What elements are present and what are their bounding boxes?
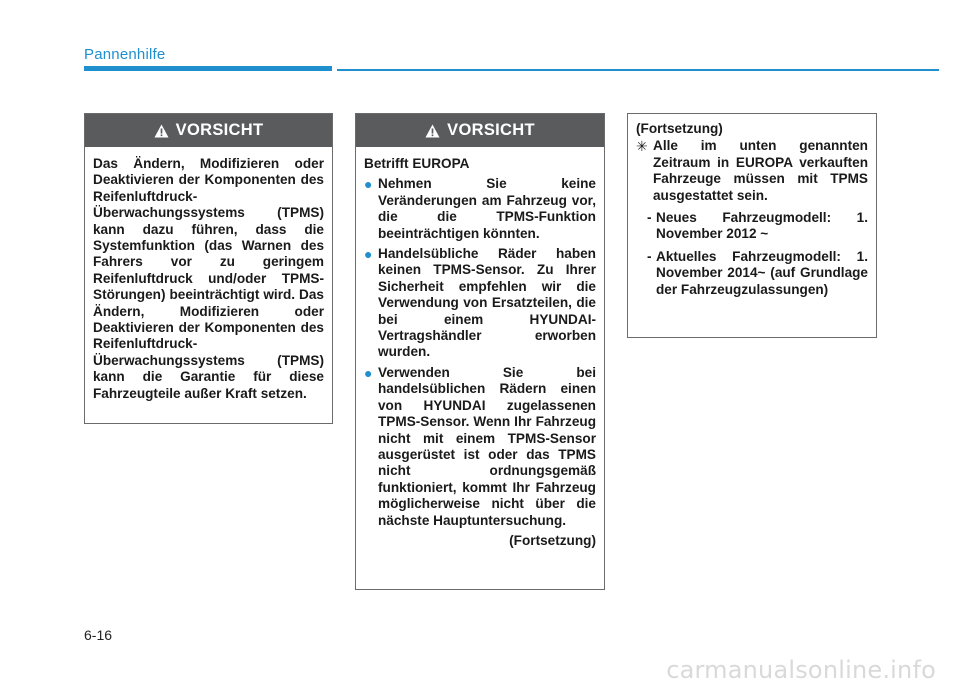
bullet-icon: ●: [364, 364, 373, 381]
continued-note: (Fortsetzung): [509, 532, 596, 548]
continuation-box: [627, 113, 877, 338]
caution-text: Das Ändern, Modifizieren oder Deaktivieren der Komponenten des Reifenluftdruck-Überwachungssystems (TPMS) kann dazu führen, dass die Systemfunktion (das Warnen des Fahrers vor zu geringem Reifenluftdruck und/oder TPMS-Störungen) beeinträchtigt wird. Das Ändern, Modifizieren oder Deaktivieren der Komponenten des Reifenluftdruck-Überwachungssystems (TPMS) kann die Garantie für diese Fahrzeugteile außer Kraft setzen.: [93, 156, 324, 401]
page-number: 6-16: [84, 627, 113, 643]
caution-header: [356, 114, 604, 147]
warning-icon: [425, 124, 440, 138]
continued-heading: (Fortsetzung): [636, 121, 723, 136]
section-title: Pannenhilfe: [84, 46, 166, 63]
note-item: ✳ Alle im unten genannten Zeitraum in EUROPA verkauften Fahrzeuge müssen mit TPMS ausgestattet sein.: [636, 138, 868, 203]
asterisk-icon: ✳: [636, 138, 648, 155]
caution-box-1: [84, 113, 333, 424]
caution-heading: VORSICHT: [175, 121, 264, 139]
list-item: - Neues Fahrzeugmodell: 1. November 2012 ~: [647, 210, 868, 242]
list-item: ● Verwenden Sie bei handelsüblichen Rädern einen von HYUNDAI zugelassenen TPMS-Sensor. Wenn Ihr Fahrzeug nicht mit einem TPMS-Sensor ausgerüstet ist oder das TPMS nicht ordnungsgemäß funktioniert, kommt Ihr Fahrzeug möglicherweise nicht über die nächste Hauptuntersuchung.: [364, 364, 596, 528]
caution-box-2: [355, 113, 605, 590]
list-item: - Aktuelles Fahrzeugmodell: 1. November 2014~ (auf Grundlage der Fahrzeugzulassungen): [647, 248, 868, 297]
list-item: ● Nehmen Sie keine Veränderungen am Fahrzeug vor, die die TPMS-Funktion beeinträchtigen könnten.: [364, 176, 596, 241]
caution-header: [85, 114, 332, 147]
bullet-icon: ●: [364, 176, 373, 193]
section-rule-thick: [84, 66, 332, 71]
caution-heading: VORSICHT: [447, 121, 535, 139]
caution-list: [364, 176, 596, 529]
list-item: ● Handelsübliche Räder haben keinen TPMS-Sensor. Zu Ihrer Sicherheit empfehlen wir die Verwendung von Ersatzteilen, die bei einem HYUNDAI-Vertragshändler erworben wurden.: [364, 246, 596, 360]
watermark: carmanualsonline.info: [666, 656, 936, 684]
warning-icon: [154, 124, 169, 138]
bullet-icon: ●: [364, 246, 373, 263]
region-note: Betrifft EUROPA: [364, 156, 470, 171]
section-rule-thin: [337, 69, 939, 71]
